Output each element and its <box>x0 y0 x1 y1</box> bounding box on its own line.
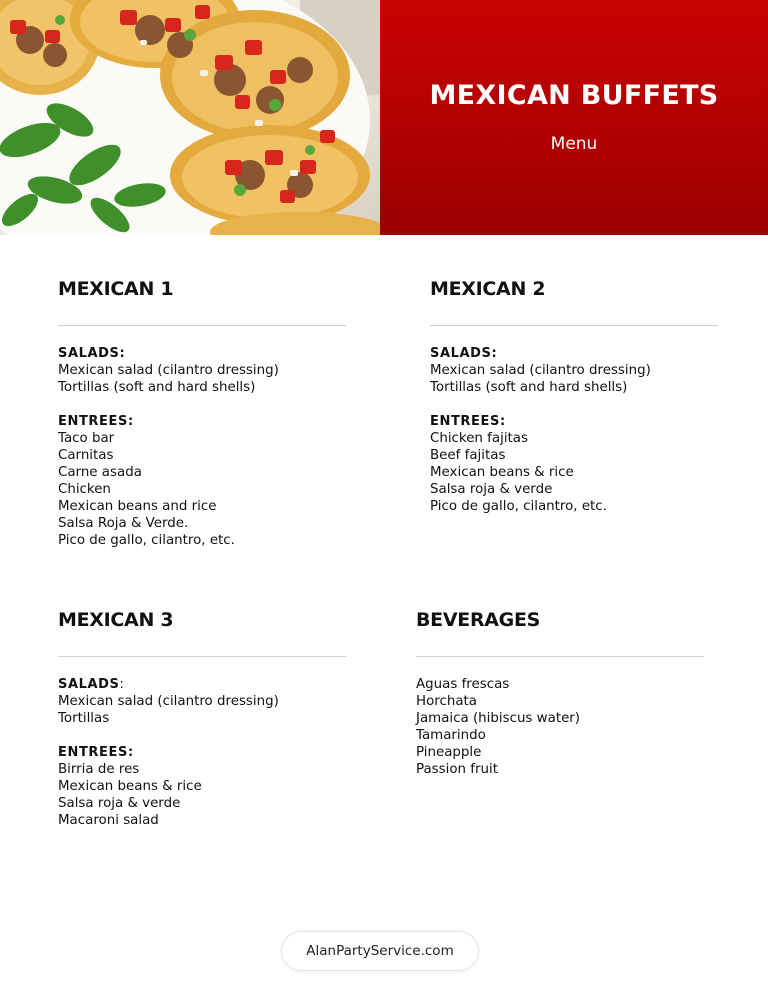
salads-list <box>430 362 718 396</box>
list-item: Beef fajitas <box>430 448 506 463</box>
list-item: Mexican salad (cilantro dressing) <box>58 694 279 709</box>
salads-list <box>58 693 346 727</box>
page-title: MEXICAN BUFFETS <box>429 80 719 111</box>
section-title: BEVERAGES <box>416 609 541 631</box>
list-item: Salsa roja & verde <box>430 482 553 497</box>
list-item: Pico de gallo, cilantro, etc. <box>58 533 235 548</box>
salads-label: SALADS: <box>430 346 498 361</box>
list-item: Pico de gallo, cilantro, etc. <box>430 499 607 514</box>
list-item: Tamarindo <box>416 728 486 743</box>
section-divider <box>58 656 346 657</box>
list-item: Tortillas <box>58 711 110 726</box>
entrees-label: ENTREES: <box>430 414 506 429</box>
salads-label: SALADS: <box>58 677 125 692</box>
list-item: Chicken fajitas <box>430 431 528 446</box>
list-item: Mexican beans & rice <box>58 779 202 794</box>
list-item: Salsa Roja & Verde. <box>58 516 189 531</box>
page-subtitle: Menu <box>550 134 598 154</box>
section-divider <box>430 325 718 326</box>
list-item: Aguas frescas <box>416 677 510 692</box>
list-item: Salsa roja & verde <box>58 796 181 811</box>
list-item: Jamaica (hibiscus water) <box>416 711 581 726</box>
entrees-list <box>58 761 346 829</box>
list-item: Mexican beans & rice <box>430 465 574 480</box>
section-title: MEXICAN 3 <box>58 609 174 631</box>
list-item: Horchata <box>416 694 477 709</box>
list-item: Mexican beans and rice <box>58 499 217 514</box>
list-item: Tortillas (soft and hard shells) <box>58 380 256 395</box>
section-title: MEXICAN 1 <box>58 278 174 300</box>
header-photo <box>0 0 380 235</box>
section-divider <box>416 656 704 657</box>
list-item: Macaroni salad <box>58 813 159 828</box>
list-item: Carnitas <box>58 448 114 463</box>
beverages-list <box>416 676 704 778</box>
section-title: MEXICAN 2 <box>430 278 546 300</box>
list-item: Tortillas (soft and hard shells) <box>430 380 628 395</box>
menu-section-mexican-1 <box>58 276 346 549</box>
entrees-label: ENTREES: <box>58 414 134 429</box>
entrees-list <box>58 430 346 549</box>
tacos-photo-icon <box>0 0 380 235</box>
list-item: Birria de res <box>58 762 140 777</box>
list-item: Mexican salad (cilantro dressing) <box>430 363 651 378</box>
header-banner <box>380 0 768 235</box>
menu-section-mexican-2 <box>430 276 718 515</box>
list-item: Mexican salad (cilantro dressing) <box>58 363 279 378</box>
salads-label: SALADS: <box>58 346 126 361</box>
list-item: Passion fruit <box>416 762 498 777</box>
menu-section-mexican-3 <box>58 607 346 829</box>
section-divider <box>58 325 346 326</box>
entrees-label: ENTREES: <box>58 745 134 760</box>
website-link[interactable]: AlanPartyService.com <box>281 931 479 971</box>
entrees-list <box>430 430 718 515</box>
list-item: Chicken <box>58 482 111 497</box>
list-item: Carne asada <box>58 465 142 480</box>
menu-section-beverages <box>416 607 704 778</box>
list-item: Pineapple <box>416 745 482 760</box>
salads-list <box>58 362 346 396</box>
list-item: Taco bar <box>58 431 115 446</box>
